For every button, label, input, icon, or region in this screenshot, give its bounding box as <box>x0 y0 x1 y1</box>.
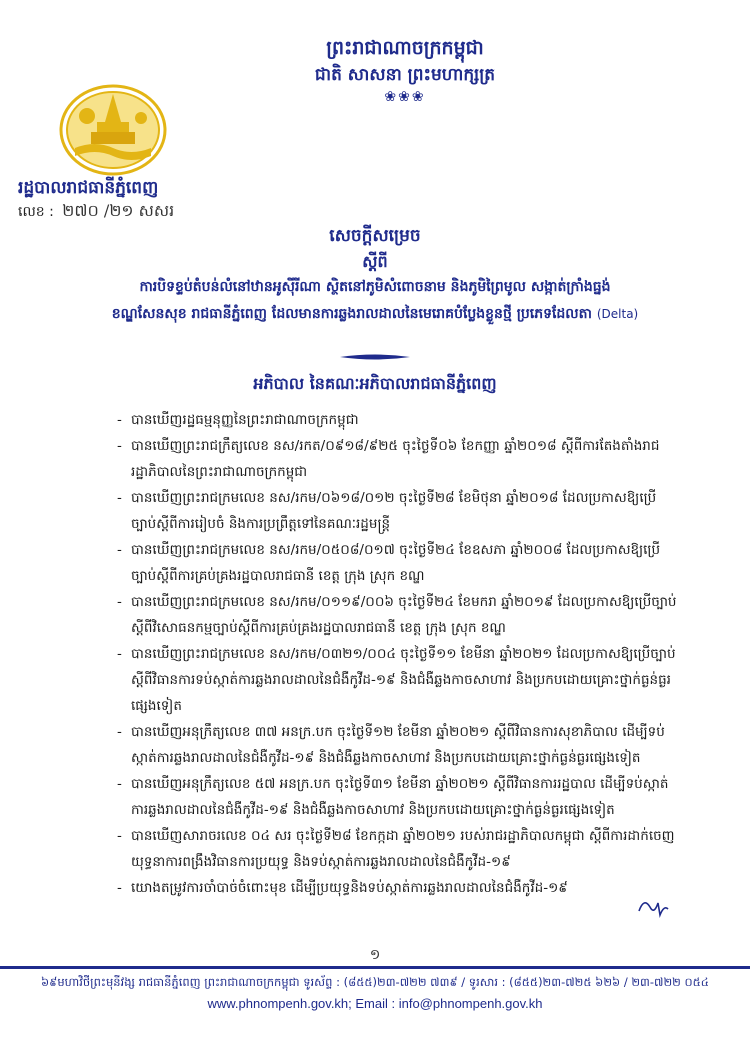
list-item: - យោងតម្រូវការចាំបាច់ចំពោះមុខ ដើម្បីប្រយុទ្ធនិងទប់ស្កាត់ការឆ្លងរាលដាលនៃជំងឺកូវីដ-១៩ <box>117 880 568 896</box>
list-item: - បានឃើញព្រះរាជក្រមលេខ នស/រកម/០៣២១/០០៤ ចុះថ្ងៃទី១១ ខែមីនា ឆ្នាំ២០២១ ដែលប្រកាសឱ្យប្រើច្បាប់ស្តីពីវិធានការទប់ស្កាត់ការឆ្លងរាលដាលនៃជំងឺកូវីដ-១៩ និងជំងឺឆ្លងកាចសាហាវ និងប្រកបដោយគ្រោះថ្នាក់ធ្ងន់ធ្ងរផ្សេងទៀត <box>117 646 676 714</box>
list-item: - បានឃើញព្រះរាជក្រមលេខ នស/រកម/០៥០៨/០១៧ ចុះថ្ងៃទី២៤ ខែឧសភា ឆ្នាំ២០០៨ ដែលប្រកាសឱ្យប្រើច្បាប់ស្តីពីការគ្រប់គ្រងរដ្ឋបាលរាជធានី ខេត្ត ក្រុង ស្រុក ខណ្ឌ <box>117 542 661 584</box>
list-item: - បានឃើញសារាចរលេខ ០៤ សរ ចុះថ្ងៃទី២៨ ខែកក្កដា ឆ្នាំ២០២១ របស់រាជរដ្ឋាភិបាលកម្ពុជា ស្តីពីការដាក់ចេញយុទ្ធនាការពង្រឹងវិធានការប្រយុទ្ធ និងទប់ស្កាត់ការឆ្លងរាលដាលនៃជំងឺកូវីដ-១៩ <box>117 828 675 870</box>
header-ornament: ❀❀❀ <box>384 89 426 105</box>
kingdom-title: ព្រះរាជាណាចក្រកម្ពុជា <box>326 37 484 59</box>
subject-line-1: ការបិទខ្ទប់តំបន់លំនៅឋានអូស៊ីរីណា ស្ថិតនៅភូមិសំពោចនាម និងភូមិព្រៃមូល សង្កាត់ក្រាំងធ្នង់ <box>139 279 611 295</box>
list-item: - បានឃើញព្រះរាជក្រឹត្យលេខ នស/រកត/០៩១៨/៩២៥ ចុះថ្ងៃទី០៦ ខែកញ្ញា ឆ្នាំ២០១៨ ស្តីពីការតែងតាំងរាជរដ្ឋាភិបាលនៃព្រះរាជាណាចក្រកម្ពុជា <box>117 438 660 480</box>
reference-value: ២៧០ /២១ សសរ <box>62 201 175 220</box>
list-item: - បានឃើញអនុក្រឹត្យលេខ ៣៧ អនក្រ.បក ចុះថ្ងៃទី១២ ខែមីនា ឆ្នាំ២០២១ ស្តីពីវិធានការសុខាភិបាល ដើម្បីទប់ស្កាត់ការឆ្លងរាលដាលនៃជំងឺកូវីដ-១៩ និងជំងឺឆ្លងកាចសាហាវ និងប្រកបដោយគ្រោះថ្នាក់ធ្ងន់ធ្ងរផ្សេងទៀត <box>117 724 665 766</box>
list-item: - បានឃើញអនុក្រឹត្យលេខ ៥៧ អនក្រ.បក ចុះថ្ងៃទី៣១ ខែមីនា ឆ្នាំ២០២១ ស្តីពីវិធានការរដ្ឋបាល ដើម្បីទប់ស្កាត់ការឆ្លងរាលដាលនៃជំងឺកូវីដ-១៩ និងជំងឺឆ្លងកាចសាហាវ និងប្រកបដោយគ្រោះថ្នាក់ធ្ងន់ធ្ងរផ្សេងទៀត <box>117 776 669 818</box>
decision-title-block <box>60 222 690 328</box>
list-item: - បានឃើញរដ្ឋធម្មនុញ្ញនៃព្រះរាជាណាចក្រកម្ពុជា <box>117 412 359 428</box>
document-type: សេចក្តីសម្រេច <box>329 226 421 246</box>
kingdom-header <box>250 34 560 106</box>
footer-contact: www.phnompenh.gov.kh; Email : info@phnompenh.gov.kh <box>207 996 543 1011</box>
footer-divider <box>0 966 750 969</box>
title-about: ស្តីពី <box>362 252 388 271</box>
initial-signature-icon <box>636 895 670 919</box>
phnom-penh-seal-icon <box>55 82 171 178</box>
delta-label: (Delta) <box>596 307 639 321</box>
reference-label: លេខ : <box>18 204 54 220</box>
section-divider <box>340 352 410 362</box>
list-item: - បានឃើញព្រះរាជក្រមលេខ នស/រកម/០៦១៨/០១២ ចុះថ្ងៃទី២៨ ខែមិថុនា ឆ្នាំ២០១៨ ដែលប្រកាសឱ្យប្រើច្បាប់ស្តីពីការរៀបចំ និងការប្រព្រឹត្តទៅនៃគណៈរដ្ឋមន្ត្រី <box>117 490 657 532</box>
issuing-authority: រដ្ឋបាលរាជធានីភ្នំពេញ <box>18 178 159 198</box>
subject-line-2 <box>60 301 690 328</box>
page-number: ១ <box>369 947 381 963</box>
footer-address: ៦៩មហាវិថីព្រះមុនីវង្ស រាជធានីភ្នំពេញ ព្រះរាជាណាចក្រកម្ពុជា ទូរស័ព្ទ : (៨៥៥)២៣-៧២២ ៧៣៩ / ទូរសារ : (៨៥៥)២៣-៧២៥ ៦២៦ / ២៣-៧២២ ០៥៤ <box>41 975 709 989</box>
subject-line-2-text: ខណ្ឌសែនសុខ រាជធានីភ្នំពេញ ដែលមានការឆ្លងរាលដាលនៃមេរោគបំប្លែងខ្លួនថ្មី ប្រភេទដែលតា <box>111 306 592 322</box>
national-motto: ជាតិ សាសនា ព្រះមហាក្សត្រ <box>314 65 496 85</box>
legal-basis-list <box>117 407 677 901</box>
reference-number <box>18 200 174 224</box>
governor-heading: អភិបាល នៃគណៈអភិបាលរាជធានីភ្នំពេញ <box>253 374 497 393</box>
list-item: - បានឃើញព្រះរាជក្រមលេខ នស/រកម/០១១៩/០០៦ ចុះថ្ងៃទី២៤ ខែមករា ឆ្នាំ២០១៩ ដែលប្រកាសឱ្យប្រើច្បាប់ស្តីពីវិសោធនកម្មច្បាប់ស្តីពីការគ្រប់គ្រងរដ្ឋបាលរាជធានី ខេត្ត ក្រុង ស្រុក ខណ្ឌ <box>117 594 677 636</box>
